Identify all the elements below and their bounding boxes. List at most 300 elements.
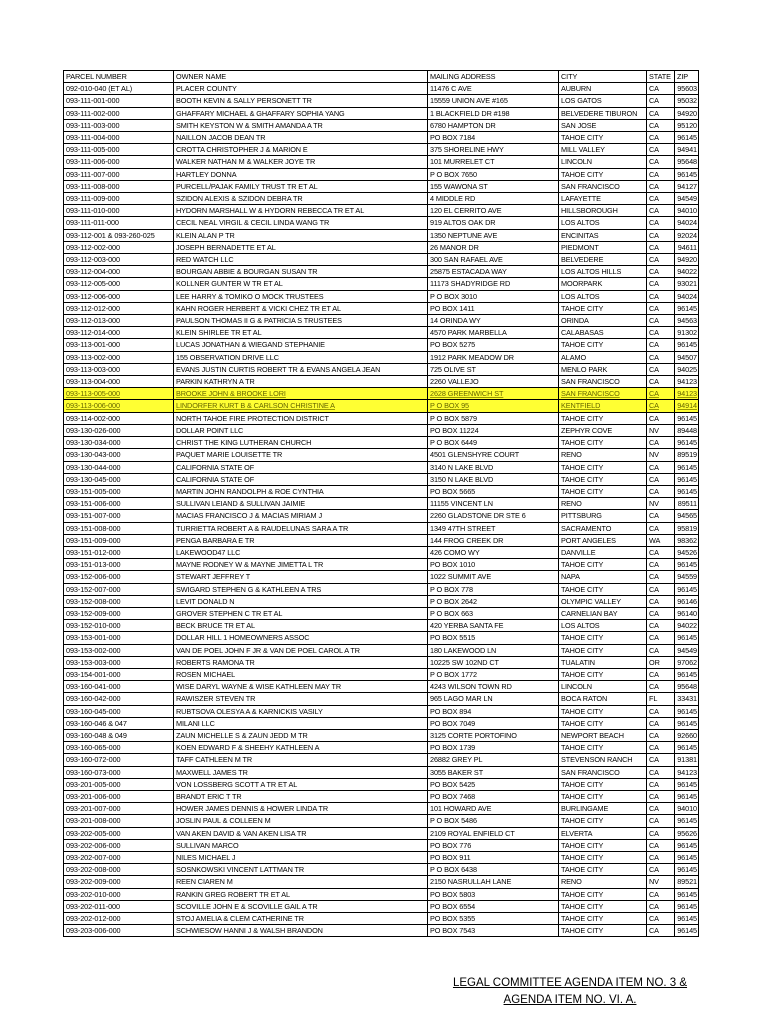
table-row xyxy=(64,449,699,461)
cell-owner-name: VAN DE POEL JOHN F JR & VAN DE POEL CAROL A TR xyxy=(174,644,428,656)
cell-state: CA xyxy=(647,290,675,302)
table-row xyxy=(64,925,699,937)
cell-parcel-number: 093-111-010-000 xyxy=(64,205,174,217)
cell-state: CA xyxy=(647,595,675,607)
cell-mailing-address: P O BOX 6449 xyxy=(428,437,559,449)
cell-zip: 94549 xyxy=(675,644,699,656)
cell-owner-name: KOLLNER GUNTER W TR ET AL xyxy=(174,278,428,290)
table-row xyxy=(64,107,699,119)
cell-zip: 96145 xyxy=(675,461,699,473)
cell-owner-name: LEVIT DONALD N xyxy=(174,595,428,607)
cell-city: RENO xyxy=(559,498,647,510)
table-row xyxy=(64,351,699,363)
cell-city: KENTFIELD xyxy=(559,400,647,412)
cell-city: CARNELIAN BAY xyxy=(559,607,647,619)
cell-state: CA xyxy=(647,839,675,851)
cell-zip: 96145 xyxy=(675,839,699,851)
cell-parcel-number: 093-112-001 & 093-260-025 xyxy=(64,229,174,241)
cell-mailing-address: 14 ORINDA WY xyxy=(428,315,559,327)
cell-owner-name: KLEIN ALAN P TR xyxy=(174,229,428,241)
cell-zip: 96145 xyxy=(675,778,699,790)
cell-city: TAHOE CITY xyxy=(559,168,647,180)
cell-owner-name: MILANI LLC xyxy=(174,717,428,729)
cell-owner-name: KAHN ROGER HERBERT & VICKI CHEZ TR ET AL xyxy=(174,302,428,314)
cell-zip: 96145 xyxy=(675,485,699,497)
cell-city: BELVEDERE TIBURON xyxy=(559,107,647,119)
cell-parcel-number: 093-151-007-000 xyxy=(64,510,174,522)
cell-mailing-address: 155 WAWONA ST xyxy=(428,180,559,192)
table-row xyxy=(64,229,699,241)
cell-mailing-address: 10225 SW 102ND CT xyxy=(428,656,559,668)
cell-zip: 95648 xyxy=(675,156,699,168)
cell-owner-name: WISE DARYL WAYNE & WISE KATHLEEN MAY TR xyxy=(174,681,428,693)
cell-city: TAHOE CITY xyxy=(559,668,647,680)
cell-mailing-address: PO BOX 5425 xyxy=(428,778,559,790)
cell-mailing-address: 4243 WILSON TOWN RD xyxy=(428,681,559,693)
cell-parcel-number: 093-160-041-000 xyxy=(64,681,174,693)
cell-parcel-number: 093-152-008-000 xyxy=(64,595,174,607)
table-row xyxy=(64,290,699,302)
agenda-footer xyxy=(440,975,700,1009)
cell-parcel-number: 093-130-034-000 xyxy=(64,437,174,449)
table-row xyxy=(64,839,699,851)
cell-parcel-number: 093-130-044-000 xyxy=(64,461,174,473)
cell-parcel-number: 093-130-045-000 xyxy=(64,473,174,485)
cell-zip: 96145 xyxy=(675,925,699,937)
cell-zip: 96145 xyxy=(675,168,699,180)
cell-state: CA xyxy=(647,351,675,363)
cell-parcel-number: 093-111-001-000 xyxy=(64,95,174,107)
cell-owner-name: MARTIN JOHN RANDOLPH & ROE CYNTHIA xyxy=(174,485,428,497)
cell-city: LAFAYETTE xyxy=(559,193,647,205)
cell-city: OLYMPIC VALLEY xyxy=(559,595,647,607)
cell-zip: 89521 xyxy=(675,876,699,888)
cell-zip: 94025 xyxy=(675,363,699,375)
cell-mailing-address: 919 ALTOS OAK DR xyxy=(428,217,559,229)
cell-parcel-number: 093-160-046 & 047 xyxy=(64,717,174,729)
cell-city: TAHOE CITY xyxy=(559,473,647,485)
table-row xyxy=(64,900,699,912)
cell-city: TAHOE CITY xyxy=(559,559,647,571)
cell-mailing-address: 25875 ESTACADA WAY xyxy=(428,266,559,278)
cell-zip: 89511 xyxy=(675,498,699,510)
cell-state: NV xyxy=(647,498,675,510)
cell-state: CA xyxy=(647,302,675,314)
cell-zip: 96145 xyxy=(675,852,699,864)
cell-zip: 94549 xyxy=(675,193,699,205)
cell-city: SAN FRANCISCO xyxy=(559,388,647,400)
cell-owner-name: KLEIN SHIRLEE TR ET AL xyxy=(174,327,428,339)
cell-state: CA xyxy=(647,144,675,156)
cell-parcel-number: 093-202-010-000 xyxy=(64,888,174,900)
cell-parcel-number: 093-151-009-000 xyxy=(64,534,174,546)
cell-state: CA xyxy=(647,913,675,925)
cell-city: TAHOE CITY xyxy=(559,900,647,912)
cell-city: MENLO PARK xyxy=(559,363,647,375)
cell-city: TAHOE CITY xyxy=(559,705,647,717)
cell-mailing-address: P O BOX 2642 xyxy=(428,595,559,607)
cell-zip: 94024 xyxy=(675,290,699,302)
table-row xyxy=(64,193,699,205)
table-row xyxy=(64,168,699,180)
cell-zip: 94914 xyxy=(675,400,699,412)
cell-owner-name: HYDORN MARSHALL W & HYDORN REBECCA TR ET AL xyxy=(174,205,428,217)
cell-state: CA xyxy=(647,95,675,107)
cell-parcel-number: 093-154-001-000 xyxy=(64,668,174,680)
cell-parcel-number: 093-111-007-000 xyxy=(64,168,174,180)
table-row xyxy=(64,485,699,497)
cell-zip: 96145 xyxy=(675,132,699,144)
cell-zip: 94123 xyxy=(675,766,699,778)
cell-city: RENO xyxy=(559,449,647,461)
cell-mailing-address: 15559 UNION AVE #165 xyxy=(428,95,559,107)
cell-owner-name: TURRIETTA ROBERT A & RAUDELUNAS SARA A TR xyxy=(174,522,428,534)
cell-state: CA xyxy=(647,522,675,534)
cell-mailing-address: PO BOX 1739 xyxy=(428,742,559,754)
cell-city: TAHOE CITY xyxy=(559,839,647,851)
cell-city: BURLINGAME xyxy=(559,803,647,815)
cell-parcel-number: 093-152-009-000 xyxy=(64,607,174,619)
table-row xyxy=(64,852,699,864)
cell-owner-name: KOEN EDWARD F & SHEEHY KATHLEEN A xyxy=(174,742,428,754)
cell-mailing-address: 2109 ROYAL ENFIELD CT xyxy=(428,827,559,839)
cell-owner-name: SWIGARD STEPHEN G & KATHLEEN A TRS xyxy=(174,583,428,595)
cell-city: TAHOE CITY xyxy=(559,913,647,925)
cell-zip: 96145 xyxy=(675,583,699,595)
cell-zip: 96145 xyxy=(675,302,699,314)
cell-mailing-address: 4501 GLENSHYRE COURT xyxy=(428,449,559,461)
cell-owner-name: SCHWIESOW HANNI J & WALSH BRANDON xyxy=(174,925,428,937)
cell-city: TAHOE CITY xyxy=(559,864,647,876)
cell-state: CA xyxy=(647,559,675,571)
table-row xyxy=(64,363,699,375)
cell-state: CA xyxy=(647,827,675,839)
cell-zip: 96145 xyxy=(675,717,699,729)
cell-state: CA xyxy=(647,83,675,95)
table-row xyxy=(64,156,699,168)
cell-city: NEWPORT BEACH xyxy=(559,729,647,741)
cell-owner-name: HOWER JAMES DENNIS & HOWER LINDA TR xyxy=(174,803,428,815)
table-row xyxy=(64,790,699,802)
table-row xyxy=(64,607,699,619)
cell-owner-name: ZAUN MICHELLE S & ZAUN JEDD M TR xyxy=(174,729,428,741)
table-row xyxy=(64,876,699,888)
cell-parcel-number: 093-201-008-000 xyxy=(64,815,174,827)
table-row xyxy=(64,632,699,644)
cell-city: RENO xyxy=(559,876,647,888)
cell-mailing-address: 26 MANOR DR xyxy=(428,241,559,253)
cell-city: DANVILLE xyxy=(559,546,647,558)
cell-owner-name: VON LOSSBERG SCOTT A TR ET AL xyxy=(174,778,428,790)
cell-zip: 92660 xyxy=(675,729,699,741)
cell-parcel-number: 093-113-005-000 xyxy=(64,388,174,400)
cell-state: CA xyxy=(647,571,675,583)
cell-zip: 91302 xyxy=(675,327,699,339)
cell-owner-name: CHRIST THE KING LUTHERAN CHURCH xyxy=(174,437,428,449)
cell-owner-name: REEN CIAREN M xyxy=(174,876,428,888)
cell-parcel-number: 093-202-012-000 xyxy=(64,913,174,925)
cell-state: CA xyxy=(647,852,675,864)
cell-parcel-number: 093-151-012-000 xyxy=(64,546,174,558)
table-row-highlighted xyxy=(64,400,699,412)
cell-mailing-address: 180 LAKEWOOD LN xyxy=(428,644,559,656)
cell-zip: 94920 xyxy=(675,107,699,119)
cell-parcel-number: 093-151-006-000 xyxy=(64,498,174,510)
cell-owner-name: ROSEN MICHAEL xyxy=(174,668,428,680)
cell-parcel-number: 093-152-007-000 xyxy=(64,583,174,595)
cell-parcel-number: 093-112-012-000 xyxy=(64,302,174,314)
table-row-highlighted xyxy=(64,388,699,400)
cell-owner-name: TAFF CATHLEEN M TR xyxy=(174,754,428,766)
cell-city: ORINDA xyxy=(559,315,647,327)
cell-mailing-address: P O BOX 5486 xyxy=(428,815,559,827)
cell-mailing-address: PO BOX 776 xyxy=(428,839,559,851)
cell-zip: 94123 xyxy=(675,376,699,388)
cell-state: CA xyxy=(647,705,675,717)
cell-city: TAHOE CITY xyxy=(559,132,647,144)
cell-owner-name: DOLLAR HILL 1 HOMEOWNERS ASSOC xyxy=(174,632,428,644)
cell-parcel-number: 093-151-008-000 xyxy=(64,522,174,534)
cell-owner-name: BRANDT ERIC T TR xyxy=(174,790,428,802)
cell-city: LINCOLN xyxy=(559,156,647,168)
cell-mailing-address: P O BOX 6438 xyxy=(428,864,559,876)
cell-zip: 94559 xyxy=(675,571,699,583)
cell-parcel-number: 093-160-072-000 xyxy=(64,754,174,766)
cell-owner-name: PAQUET MARIE LOUISETTE TR xyxy=(174,449,428,461)
cell-city: TAHOE CITY xyxy=(559,852,647,864)
cell-owner-name: NAILLON JACOB DEAN TR xyxy=(174,132,428,144)
cell-state: CA xyxy=(647,205,675,217)
cell-parcel-number: 093-202-009-000 xyxy=(64,876,174,888)
cell-owner-name: SULLIVAN LEIAND & SULLIVAN JAIMIE xyxy=(174,498,428,510)
cell-zip: 95603 xyxy=(675,83,699,95)
cell-state: NV xyxy=(647,876,675,888)
cell-zip: 94920 xyxy=(675,254,699,266)
table-row xyxy=(64,315,699,327)
cell-state: CA xyxy=(647,729,675,741)
cell-zip: 94123 xyxy=(675,388,699,400)
cell-zip: 95120 xyxy=(675,119,699,131)
cell-parcel-number: 093-112-006-000 xyxy=(64,290,174,302)
table-row xyxy=(64,864,699,876)
cell-state: CA xyxy=(647,668,675,680)
parcel-owner-table xyxy=(63,70,699,937)
cell-state: NV xyxy=(647,449,675,461)
table-row xyxy=(64,205,699,217)
cell-mailing-address: 1912 PARK MEADOW DR xyxy=(428,351,559,363)
cell-state: CA xyxy=(647,119,675,131)
cell-mailing-address: PO BOX 7468 xyxy=(428,790,559,802)
cell-state: CA xyxy=(647,681,675,693)
cell-parcel-number: 093-153-002-000 xyxy=(64,644,174,656)
cell-owner-name: LINDORFER KURT B & CARLSON CHRISTINE A xyxy=(174,400,428,412)
table-row xyxy=(64,376,699,388)
cell-city: TAHOE CITY xyxy=(559,461,647,473)
cell-state: CA xyxy=(647,583,675,595)
cell-parcel-number: 093-202-007-000 xyxy=(64,852,174,864)
cell-mailing-address: 725 OLIVE ST xyxy=(428,363,559,375)
cell-parcel-number: 093-151-005-000 xyxy=(64,485,174,497)
cell-state: CA xyxy=(647,778,675,790)
cell-mailing-address: 2150 NASRULLAH LANE xyxy=(428,876,559,888)
cell-state: CA xyxy=(647,156,675,168)
cell-owner-name: RAWISZER STEVEN TR xyxy=(174,693,428,705)
cell-city: SAN FRANCISCO xyxy=(559,180,647,192)
cell-state: CA xyxy=(647,193,675,205)
cell-zip: 95648 xyxy=(675,681,699,693)
cell-mailing-address: P O BOX 3010 xyxy=(428,290,559,302)
cell-mailing-address: 3125 CORTE PORTOFINO xyxy=(428,729,559,741)
cell-city: BELVEDERE xyxy=(559,254,647,266)
cell-parcel-number: 093-111-003-000 xyxy=(64,119,174,131)
cell-mailing-address: PO BOX 5515 xyxy=(428,632,559,644)
cell-city: TAHOE CITY xyxy=(559,485,647,497)
cell-owner-name: BROOKE JOHN & BROOKE LORI xyxy=(174,388,428,400)
cell-mailing-address: PO BOX 7184 xyxy=(428,132,559,144)
cell-parcel-number: 093-153-001-000 xyxy=(64,632,174,644)
cell-state: CA xyxy=(647,107,675,119)
cell-zip: 98362 xyxy=(675,534,699,546)
cell-city: LOS ALTOS xyxy=(559,620,647,632)
cell-parcel-number: 093-113-004-000 xyxy=(64,376,174,388)
cell-mailing-address: PO BOX 11224 xyxy=(428,424,559,436)
cell-city: LOS GATOS xyxy=(559,95,647,107)
cell-mailing-address: PO BOX 5665 xyxy=(428,485,559,497)
cell-owner-name: PAULSON THOMAS II G & PATRICIA S TRUSTEES xyxy=(174,315,428,327)
cell-state: WA xyxy=(647,534,675,546)
cell-zip: 96145 xyxy=(675,559,699,571)
table-row xyxy=(64,119,699,131)
table-row xyxy=(64,217,699,229)
cell-zip: 96146 xyxy=(675,595,699,607)
cell-state: CA xyxy=(647,412,675,424)
cell-parcel-number: 093-130-043-000 xyxy=(64,449,174,461)
cell-zip: 33431 xyxy=(675,693,699,705)
cell-zip: 91381 xyxy=(675,754,699,766)
cell-zip: 89448 xyxy=(675,424,699,436)
cell-owner-name: STOJ AMELIA & CLEM CATHERINE TR xyxy=(174,913,428,925)
cell-city: TAHOE CITY xyxy=(559,790,647,802)
cell-owner-name: BOURGAN ABBIE & BOURGAN SUSAN TR xyxy=(174,266,428,278)
table-row xyxy=(64,656,699,668)
cell-parcel-number: 093-152-006-000 xyxy=(64,571,174,583)
cell-zip: 94563 xyxy=(675,315,699,327)
cell-owner-name: NORTH TAHOE FIRE PROTECTION DISTRICT xyxy=(174,412,428,424)
cell-zip: 94507 xyxy=(675,351,699,363)
cell-city: TAHOE CITY xyxy=(559,437,647,449)
cell-mailing-address: 2260 GLADSTONE DR STE 6 xyxy=(428,510,559,522)
cell-mailing-address: 3150 N LAKE BLVD xyxy=(428,473,559,485)
table-row xyxy=(64,559,699,571)
cell-state: CA xyxy=(647,437,675,449)
cell-mailing-address: 101 MURRELET CT xyxy=(428,156,559,168)
cell-parcel-number: 093-153-003-000 xyxy=(64,656,174,668)
cell-owner-name: RANKIN GREG ROBERT TR ET AL xyxy=(174,888,428,900)
cell-state: CA xyxy=(647,315,675,327)
cell-city: TAHOE CITY xyxy=(559,888,647,900)
cell-mailing-address: 375 SHORELINE HWY xyxy=(428,144,559,156)
cell-mailing-address: 144 FROG CREEK DR xyxy=(428,534,559,546)
table-row xyxy=(64,498,699,510)
cell-zip: 94611 xyxy=(675,241,699,253)
cell-parcel-number: 093-112-013-000 xyxy=(64,315,174,327)
cell-mailing-address: 3140 N LAKE BLVD xyxy=(428,461,559,473)
footer-line-2: AGENDA ITEM NO. VI. A. xyxy=(503,994,637,1006)
table-row xyxy=(64,583,699,595)
cell-zip: 96145 xyxy=(675,339,699,351)
cell-state: OR xyxy=(647,656,675,668)
cell-mailing-address: P O BOX 663 xyxy=(428,607,559,619)
cell-owner-name: PURCELL/PAJAK FAMILY TRUST TR ET AL xyxy=(174,180,428,192)
table-row xyxy=(64,95,699,107)
cell-state: CA xyxy=(647,864,675,876)
cell-mailing-address: PO BOX 894 xyxy=(428,705,559,717)
cell-mailing-address: 2260 VALLEJO xyxy=(428,376,559,388)
cell-city: ALAMO xyxy=(559,351,647,363)
header-mailing-address: MAILING ADDRESS xyxy=(428,71,559,83)
table-row xyxy=(64,729,699,741)
table-row xyxy=(64,620,699,632)
cell-city: LOS ALTOS xyxy=(559,217,647,229)
cell-parcel-number: 093-111-005-000 xyxy=(64,144,174,156)
cell-zip: 92024 xyxy=(675,229,699,241)
cell-city: PITTSBURG xyxy=(559,510,647,522)
cell-mailing-address: 101 HOWARD AVE xyxy=(428,803,559,815)
cell-city: TAHOE CITY xyxy=(559,778,647,790)
cell-owner-name: SCOVILLE JOHN E & SCOVILLE GAIL A TR xyxy=(174,900,428,912)
table-header-row xyxy=(64,71,699,83)
table-row xyxy=(64,327,699,339)
cell-mailing-address: PO BOX 911 xyxy=(428,852,559,864)
cell-mailing-address: 1349 47TH STREET xyxy=(428,522,559,534)
cell-state: CA xyxy=(647,132,675,144)
cell-zip: 96145 xyxy=(675,790,699,802)
table-row xyxy=(64,815,699,827)
cell-owner-name: 155 OBSERVATION DRIVE LLC xyxy=(174,351,428,363)
cell-state: CA xyxy=(647,339,675,351)
cell-city: TUALATIN xyxy=(559,656,647,668)
cell-parcel-number: 093-111-006-000 xyxy=(64,156,174,168)
cell-parcel-number: 093-130-026-000 xyxy=(64,424,174,436)
cell-parcel-number: 093-112-004-000 xyxy=(64,266,174,278)
cell-state: CA xyxy=(647,754,675,766)
cell-parcel-number: 093-113-002-000 xyxy=(64,351,174,363)
cell-zip: 96145 xyxy=(675,815,699,827)
cell-parcel-number: 093-160-073-000 xyxy=(64,766,174,778)
cell-state: CA xyxy=(647,473,675,485)
cell-owner-name: MACIAS FRANCISCO J & MACIAS MIRIAM J xyxy=(174,510,428,522)
cell-owner-name: CECIL NEAL VIRGIL & CECIL LINDA WANG TR xyxy=(174,217,428,229)
cell-state: CA xyxy=(647,546,675,558)
cell-state: CA xyxy=(647,217,675,229)
cell-state: CA xyxy=(647,632,675,644)
table-row xyxy=(64,424,699,436)
cell-mailing-address: PO BOX 5355 xyxy=(428,913,559,925)
cell-parcel-number: 093-114-002-000 xyxy=(64,412,174,424)
cell-owner-name: MAXWELL JAMES TR xyxy=(174,766,428,778)
cell-mailing-address: 300 SAN RAFAEL AVE xyxy=(428,254,559,266)
header-parcel-number: PARCEL NUMBER xyxy=(64,71,174,83)
cell-parcel-number: 093-151-013-000 xyxy=(64,559,174,571)
cell-owner-name: DOLLAR POINT LLC xyxy=(174,424,428,436)
cell-owner-name: SULLIVAN MARCO xyxy=(174,839,428,851)
cell-mailing-address: P O BOX 1772 xyxy=(428,668,559,680)
cell-owner-name: SOSNKOWSKI VINCENT LATTMAN TR xyxy=(174,864,428,876)
cell-state: CA xyxy=(647,607,675,619)
cell-mailing-address: PO BOX 1411 xyxy=(428,302,559,314)
cell-state: CA xyxy=(647,510,675,522)
cell-zip: 96145 xyxy=(675,668,699,680)
